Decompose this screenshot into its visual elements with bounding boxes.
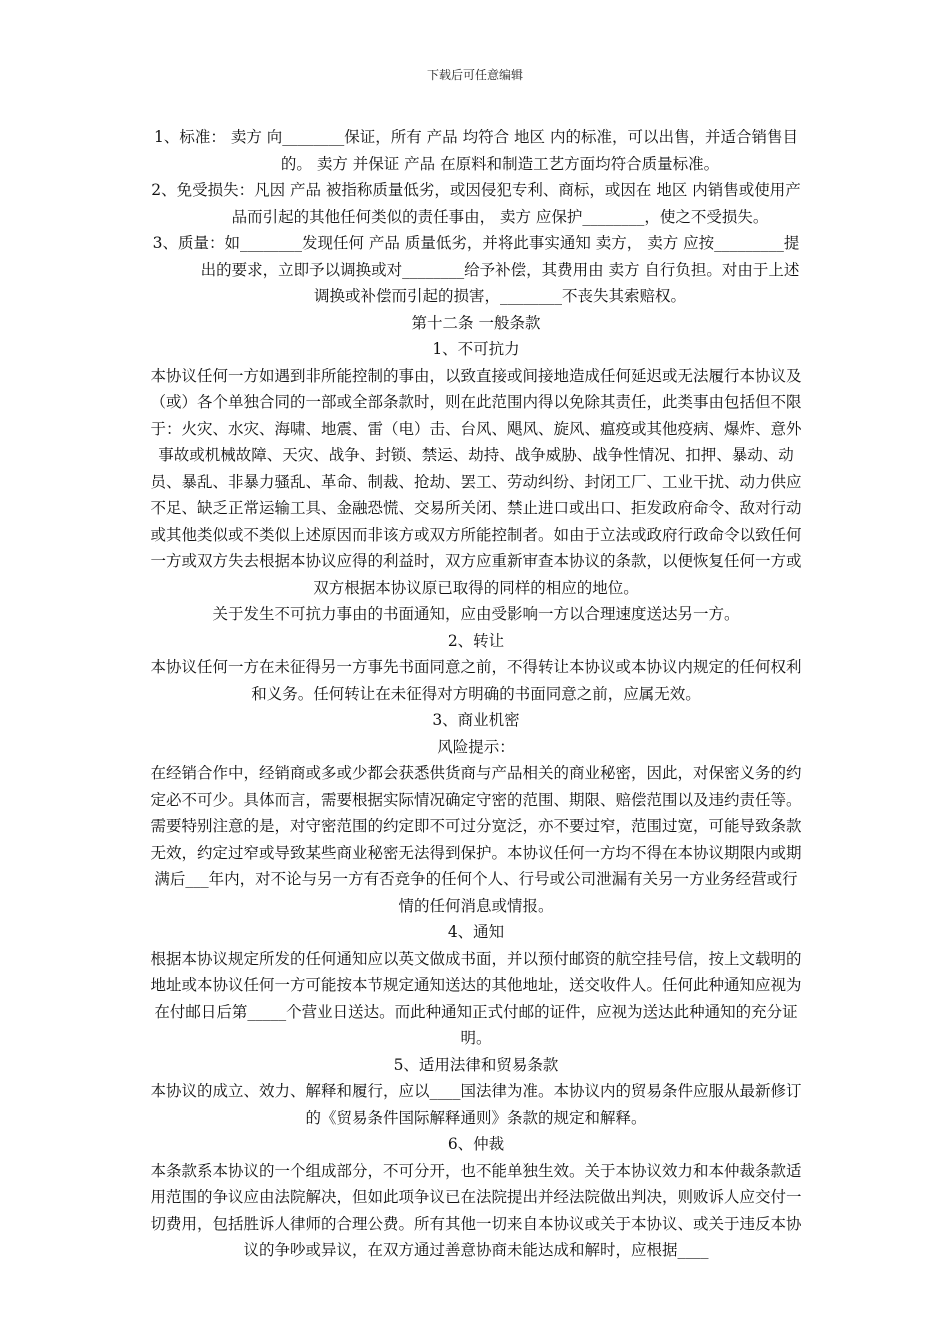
paragraph-arbitration: 本条款系本协议的一个组成部分，不可分开，也不能单独生效。关于本协议效力和本仲裁条款适用范围的争议应由法院解决，但如此项争议已在法院提出并经法院做出判决，则败诉人应交付一切费用，包括胜诉人律师的合理公费。所有其他一切来自本协议或关于本协议、或关于违反本协议的争吵或异议，在双方通过善意协商未能达成和解时，应根据____ bbox=[150, 1161, 802, 1259]
paragraph-governing-law: 本协议的成立、效力、解释和履行，应以____国法律为准。本协议内的贸易条件应服从最新修订的《贸易条件国际解释通则》条款的规定和解释。 bbox=[150, 1082, 802, 1127]
article-title: 第十二条 一般条款 bbox=[411, 313, 541, 332]
paragraph-confidentiality: 在经销合作中，经销商或多或少都会获悉供货商与产品相关的商业秘密，因此，对保密义务的约定必不可少。具体而言，需要根据实际情况确定守密的范围、期限、赔偿范围以及违约责任等。需要特别注意的是，对守密范围的约定即不可过分宽泛，亦不要过窄，范围过宽，可能导致条款无效，约定过窄或导致某些商业秘密无法得到保护。本协议任何一方均不得在本协议期限内或期满后___年内，对不论与另一方有否竞争的任何个人、行号或公司泄漏有关另一方业务经营或行情的任何消息或情报。 bbox=[150, 764, 802, 915]
clause-indemnity: 2、免受损失：凡因 产品 被指称质量低劣，或因侵犯专利、商标，或因在 地区 内销售或使用产品而引起的其他任何类似的责任事由， 卖方 应保护________，使之不受损失。 bbox=[151, 181, 801, 226]
paragraph-force-majeure-notice: 关于发生不可抗力事由的书面通知，应由受影响一方以合理速度送达另一方。 bbox=[212, 605, 740, 623]
section-title-force-majeure: 1、不可抗力 bbox=[432, 340, 520, 358]
page-header: 下载后可任意编辑 bbox=[426, 68, 523, 82]
risk-note-label: 风险提示： bbox=[437, 737, 515, 756]
section-title-arbitration: 6、仲裁 bbox=[447, 1135, 505, 1153]
paragraph-notice: 根据本协议规定所发的任何通知应以英文做成书面，并以预付邮资的航空挂号信，按上文载明的地址或本协议任何一方可能按本节规定通知送达的其他地址，送交收件人。任何此种通知应视为在付邮日后第_____个营业日送达。而此种通知正式付邮的证件，应视为送达此种通知的充分证明。 bbox=[150, 949, 802, 1047]
section-title-governing-law: 5、适用法律和贸易条款 bbox=[393, 1055, 559, 1074]
document-body bbox=[148, 124, 804, 1264]
clause-standard: 1、标准： 卖方 向________保证，所有 产品 均符合 地区 内的标准，可以出售，并适合销售目的。 卖方 并保证 产品 在原料和制造工艺方面均符合质量标准。 bbox=[154, 128, 798, 173]
clause-quality: 3、质量：如________发现任何 产品 质量低劣，并将此事实通知 卖方， 卖方 应按_________提出的要求，立即予以调换或对________给予补偿，其费用由 卖方 自行负担。对由于上述调换或补偿而引起的损害，________不丧失其索赔权。 bbox=[152, 234, 800, 305]
section-title-confidentiality: 3、商业机密 bbox=[432, 711, 520, 729]
section-title-notice: 4、通知 bbox=[447, 923, 505, 941]
paragraph-force-majeure: 本协议任何一方如遇到非所能控制的事由，以致直接或间接地造成任何延迟或无法履行本协议及（或）各个单独合同的一部或全部条款时，则在此范围内得以免除其责任，此类事由包括但不限于：火灾、水灾、海啸、地震、雷（电）击、台风、飓风、旋风、瘟疫或其他疫病、爆炸、意外事故或机械故障、天灾、战争、封锁、禁运、劫持、战争威胁、战争性情况、扣押、暴动、动员、暴乱、非暴力骚乱、革命、制裁、抢劫、罢工、劳动纠纷、封闭工厂、工业干扰、动力供应不足、缺乏正常运输工具、金融恐慌、交易所关闭、禁止进口或出口、拒发政府命令、敌对行动或其他类似或不类似上述原因而非该方或双方所能控制者。如由于立法或政府行政命令以致任何一方或双方失去根据本协议应得的利益时，双方应重新审查本协议的条款，以便恢复任何一方或双方根据本协议原已取得的同样的相应的地位。 bbox=[150, 366, 802, 597]
section-title-assignment: 2、转让 bbox=[447, 631, 505, 650]
paragraph-assignment: 本协议任何一方在未征得另一方事先书面同意之前，不得转让本协议或本协议内规定的任何权利和义务。任何转让在未征得对方明确的书面同意之前，应属无效。 bbox=[150, 658, 802, 703]
